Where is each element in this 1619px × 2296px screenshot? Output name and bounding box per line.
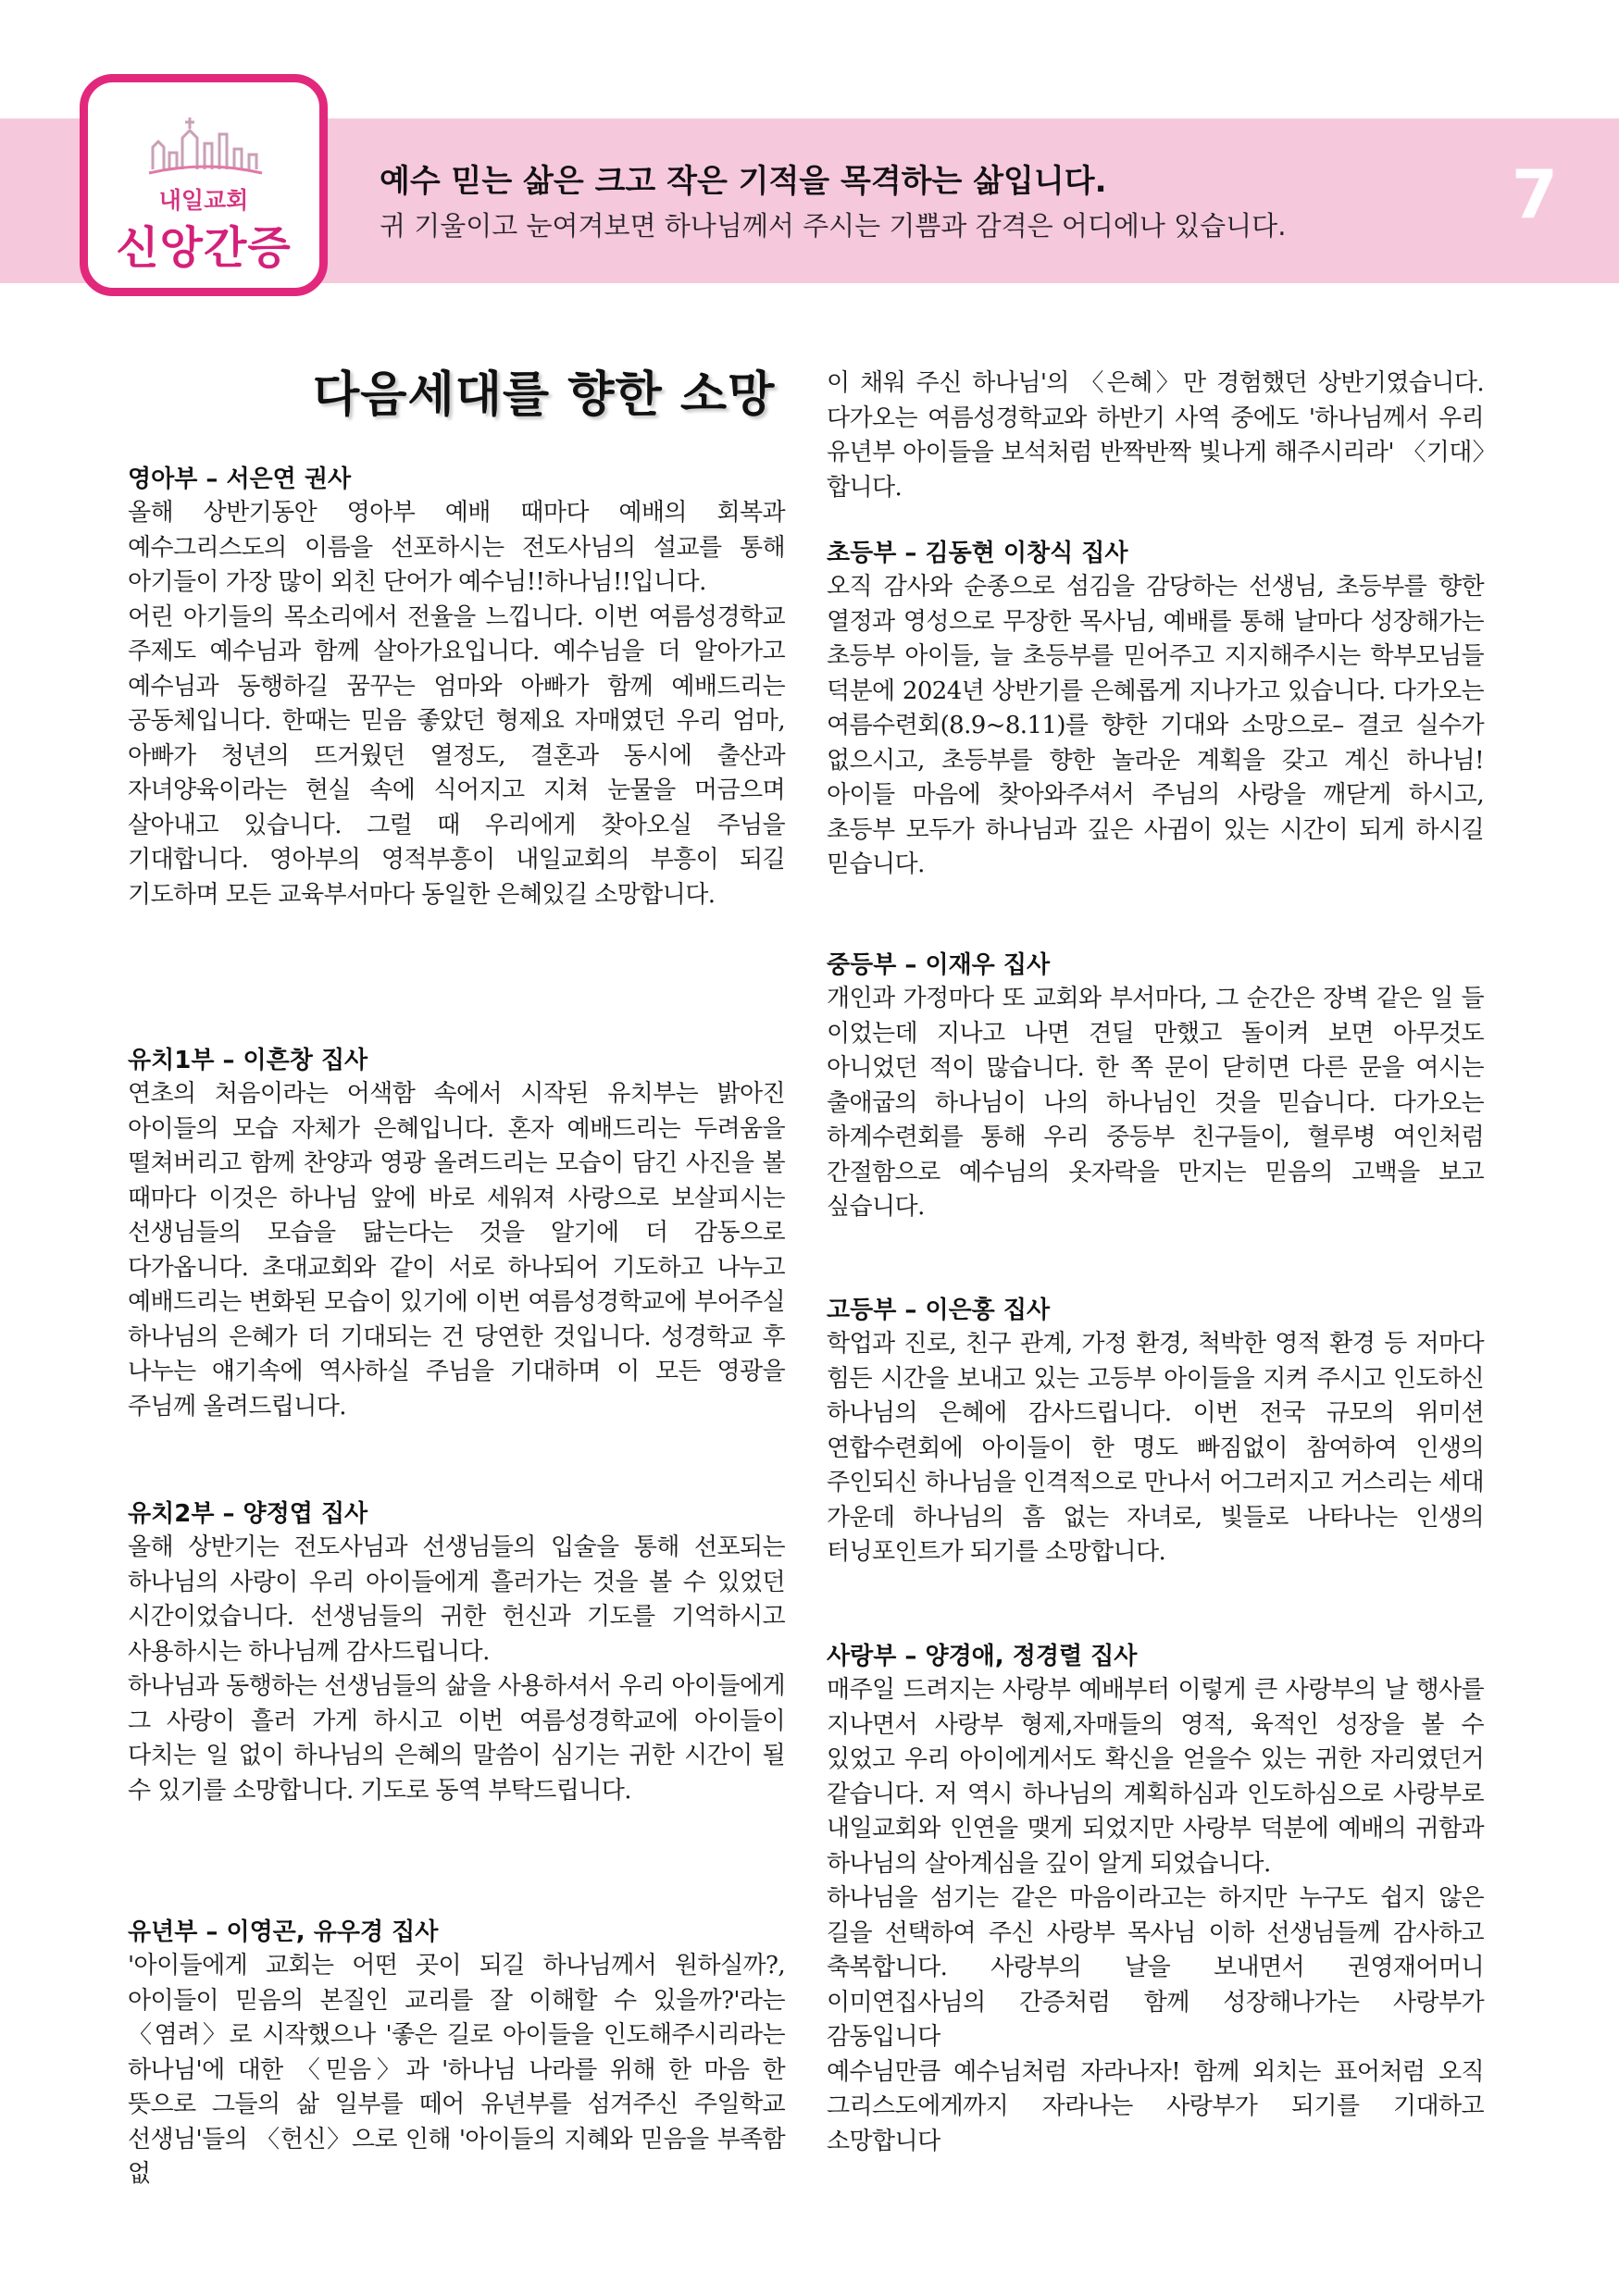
church-logo-icon: [145, 116, 266, 180]
section-body: 오직 감사와 순종으로 섬김을 감당하는 선생님, 초등부를 향한 열정과 영성으로 무장한 목사님, 예배를 통해 날마다 성장해가는 초등부 아이들, 늘 초등부를 믿어주고 지지해주시는 학부모님들 덕분에 2024년 상반기를 은혜롭게 지나가고 있습니다. 다가오는 여름수련회(8.9~8.11)를 향한 기대와 소망으로– 결코 실수가 없으시고, 초등부를 향한 놀라운 계획을 갖고 계신 하나님! 아이들 마음에 찾아와주셔서 주님의 사랑을 깨닫게 하시고, 초등부 모두가 하나님과 깊은 사귐이 있는 시간이 되게 하시길 믿습니다.: [827, 573, 1484, 878]
section-love: [827, 1640, 1484, 2159]
section-high: [827, 1294, 1484, 1570]
section-heading: 유년부 – 이영곤, 유우경 집사: [128, 1918, 439, 1946]
section-body: 개인과 가정마다 또 교회와 부서마다, 그 순간은 장벽 같은 일 들 이었는데 지나고 나면 견딜 만했고 돌이켜 보면 아무것도 아니었던 적이 많습니다. 한 쪽 문이 닫히면 다른 문을 여시는 출애굽의 하나님이 나의 하나님인 것을 믿습니다. 다가오는 하계수련회를 통해 우리 중등부 친구들이, 혈루병 여인처럼 간절함으로 예수님의 옷자락을 만지는 믿음의 고백을 보고 싶습니다.: [827, 985, 1484, 1221]
section-heading: 사랑부 – 양경애, 정경렬 집사: [827, 1643, 1138, 1670]
section-primary: [128, 1916, 785, 2192]
section-primary-continued: [827, 366, 1484, 505]
article-title: 다음세대를 향한 소망: [313, 367, 776, 423]
section-kinder1: [128, 1044, 785, 1424]
section-heading: 영아부 – 서은연 권사: [128, 465, 352, 493]
section-infant: [128, 463, 785, 912]
section-kinder2: [128, 1497, 785, 1808]
section-body: 올해 상반기는 전도사님과 선생님들의 입술을 통해 선포되는 하나님의 사랑이 우리 아이들에게 흘러가는 것을 볼 수 있었던 시간이었습니다. 선생님들의 귀한 헌신과 기도를 기억하시고 사용하시는 하나님께 감사드립니다. 하나님과 동행하는 선생님들의 삶을 사용하셔서 우리 아이들에게 그 사랑이 흘러 가게 하시고 이번 여름성경학교에 아이들이 다치는 일 없이 하나님의 은혜의 말씀이 심기는 귀한 시간이 될 수 있기를 소망합니다. 기도로 동역 부탁드립니다.: [128, 1533, 785, 1805]
section-body: 학업과 진로, 친구 관계, 가정 환경, 척박한 영적 환경 등 저마다 힘든 시간을 보내고 있는 고등부 아이들을 지켜 주시고 인도하신 하나님의 은혜에 감사드립니다. 이번 전국 규모의 위미션 연합수련회에 아이들이 한 명도 빠짐없이 참여하여 인생의 주인되신 하나님을 인격적으로 만나서 어그러지고 거스리는 세대 가운데 하나님의 흠 없는 자녀로, 빛들로 나타나는 인생의 터닝포인트가 되기를 소망합니다.: [827, 1330, 1484, 1566]
section-elementary: [827, 537, 1484, 883]
page-number: 7: [1511, 155, 1558, 233]
header-headline: 예수 믿는 삶은 크고 작은 기적을 목격하는 삶입니다.: [380, 163, 1107, 200]
section-heading: 유치1부 – 이흔창 집사: [128, 1047, 368, 1074]
section-body: 올해 상반기동안 영아부 예배 때마다 예배의 회복과 예수그리스도의 이름을 선포하시는 전도사님의 설교를 통해 아기들이 가장 많이 외친 단어가 예수님!!하나님!!입니다. 어린 아기들의 목소리에서 전율을 느낍니다. 이번 여름성경학교 주제도 예수님과 함께 살아가요입니다. 예수님을 더 알아가고 예수님과 동행하길 꿈꾸는 엄마와 아빠가 함께 예배드리는 공동체입니다. 한때는 믿음 좋았던 형제요 자매였던 우리 엄마,아빠가 청년의 뜨거웠던 열정도, 결혼과 동시에 출산과 자녀양육이라는 현실 속에 식어지고 지쳐 눈물을 머금으며 살아내고 있습니다. 그럴 때 우리에게 찾아오실 주님을 기대합니다. 영아부의 영적부흥이 내일교회의 부흥이 되길 기도하며 모든 교육부서마다 동일한 은혜있길 소망합니다.: [128, 499, 785, 909]
section-heading: 유치2부 – 양정엽 집사: [128, 1500, 368, 1528]
section-badge: [80, 74, 328, 296]
church-name: 내일교회: [158, 187, 249, 214]
header-subline: 귀 기울이고 눈여겨보면 하나님께서 주시는 기쁨과 감격은 어디에나 있습니다.: [380, 210, 1287, 242]
section-body: 연초의 처음이라는 어색함 속에서 시작된 유치부는 밝아진 아이들의 모습 자체가 은혜입니다. 혼자 예배드리는 두려움을 떨쳐버리고 함께 찬양과 영광 올려드리는 모습이 담긴 사진을 볼 때마다 이것은 하나님 앞에 바로 세워져 사랑으로 보살피시는 선생님들의 모습을 닮는다는 것을 알기에 더 감동으로 다가옵니다. 초대교회와 같이 서로 하나되어 기도하고 나누고 예배드리는 변화된 모습이 있기에 이번 여름성경학교에 부어주실 하나님의 은혜가 더 기대되는 건 당연한 것입니다. 성경학교 후 나누는 얘기속에 역사하실 주님을 기대하며 이 모든 영광을 주님께 올려드립니다.: [128, 1080, 785, 1421]
section-body: 이 채워 주신 하나님'의 〈은혜〉만 경험했던 상반기였습니다. 다가오는 여름성경학교와 하반기 사역 중에도 '하나님께서 우리 유년부 아이들을 보석처럼 반짝반짝 빛나게 해주시리라' 〈기대〉합니다.: [827, 369, 1484, 502]
section-body: '아이들에게 교회는 어떤 곳이 되길 하나님께서 원하실까?, 아이들이 믿음의 본질인 교리를 잘 이해할 수 있을까?'라는 〈염려〉로 시작했으나 '좋은 길로 아이들을 인도해주시리라는 하나님'에 대한 〈믿음〉과 '하나님 나라를 위해 한 마음 한 뜻으로 그들의 삶 일부를 떼어 유년부를 섬겨주신 주일학교 선생님'들의 〈헌신〉으로 인해 '아이들의 지혜와 믿음을 부족함 없: [128, 1952, 785, 2188]
section-heading: 중등부 – 이재우 집사: [827, 951, 1051, 979]
section-middle: [827, 949, 1484, 1225]
section-heading: 초등부 – 김동현 이창식 집사: [827, 540, 1128, 567]
section-body: 매주일 드려지는 사랑부 예배부터 이렇게 큰 사랑부의 날 행사를 지나면서 사랑부 형제,자매들의 영적, 육적인 성장을 볼 수 있었고 우리 아이에게서도 확신을 얻을수 있는 귀한 자리였던거 같습니다. 저 역시 하나님의 계획하심과 인도하심으로 사랑부로 내일교회와 인연을 맺게 되었지만 사랑부 덕분에 예배의 귀함과 하나님의 살아계심을 깊이 알게 되었습니다. 하나님을 섬기는 같은 마음이라고는 하지만 누구도 쉽지 않은 길을 선택하여 주신 사랑부 목사님 이하 선생님들께 감사하고 축복합니다. 사랑부의 날을 보내면서 권영재어머니 이미연집사님의 간증처럼 함께 성장해나가는 사랑부가 감동입니다 예수님만큼 예수님처럼 자라나자! 함께 외치는 표어처럼 오직 그리스도에게까지 자라나는 사랑부가 되기를 기대하고 소망합니다: [827, 1676, 1484, 2155]
section-heading: 고등부 – 이은홍 집사: [827, 1297, 1051, 1324]
badge-title: 신앙간증: [116, 222, 292, 274]
